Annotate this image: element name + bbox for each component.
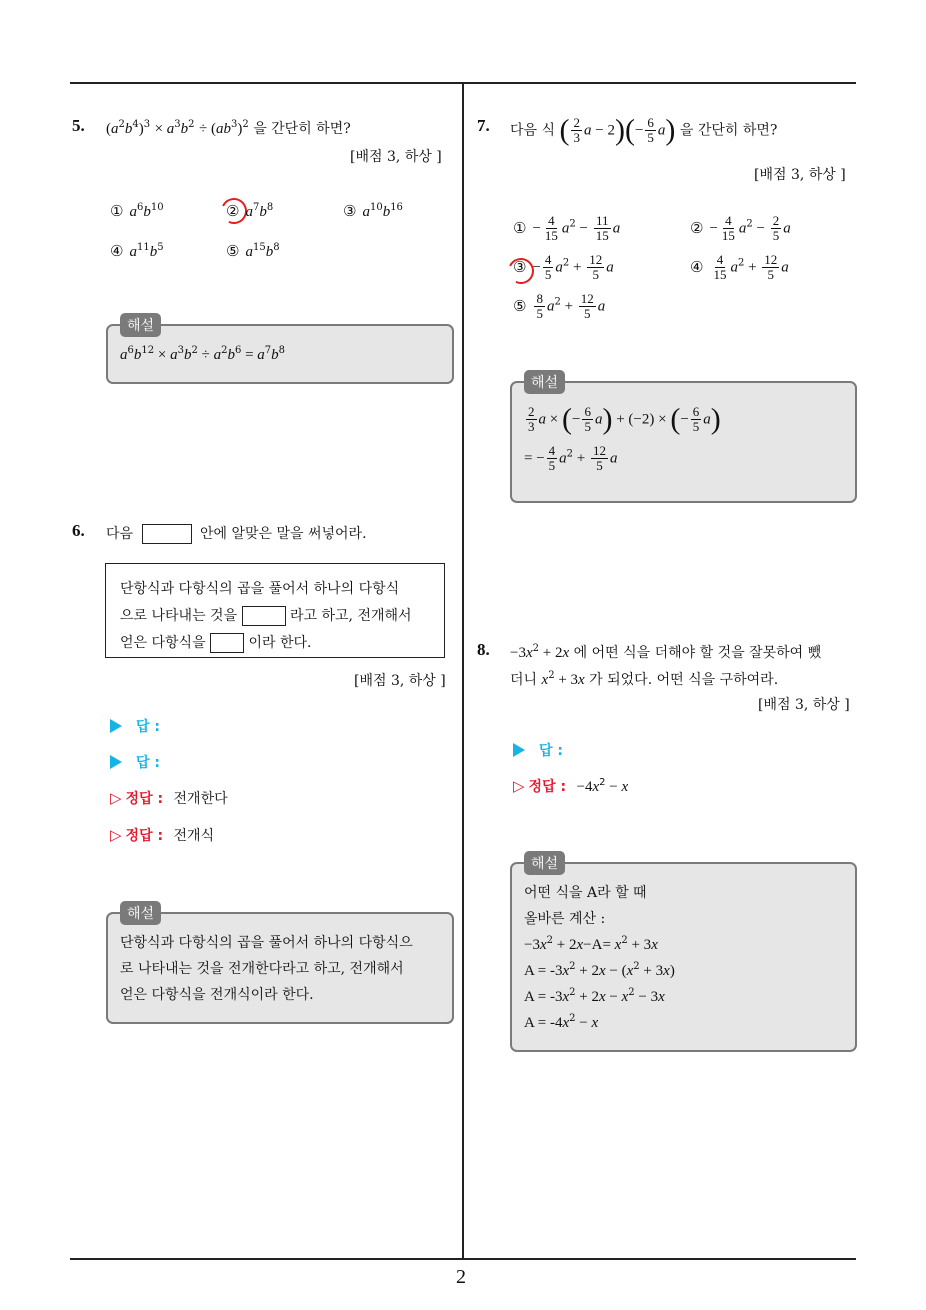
q8-explanation-line3: $-3x^2 + 2x-A= x^2 + 3x$ [524, 935, 658, 953]
q5-option-5[interactable]: ⑤ $a^{15}b^8$ [226, 242, 280, 260]
q6-explanation-tag: 해설 [120, 901, 161, 925]
q7-option-3[interactable]: ③ − $\frac{4}{5}$ $a^2$ + $\frac{12}{5}$ a [513, 252, 614, 282]
q6-answer-1[interactable]: 답 : [110, 716, 160, 736]
q8-answer[interactable]: 답 : [513, 740, 563, 760]
q7-explanation-body [524, 402, 721, 473]
q7-option-4[interactable]: ④ $\frac{4}{15}$ $a^2$ + $\frac{12}{5}$ a [690, 252, 789, 282]
q6-number: 6. [72, 521, 85, 540]
page-number: 2 [456, 1266, 466, 1288]
column-divider [462, 82, 464, 1258]
answer-arrow-icon [110, 719, 122, 733]
q8-explanation-body [524, 880, 675, 1036]
q8-explanation-line1: 어떤 식을 A라 할 때 [524, 885, 647, 901]
q5-stem-text: 을 간단히 하면? [253, 121, 351, 137]
q7-explanation [510, 375, 857, 503]
q6-explanation-body: 단항식과 다항식의 곱을 풀어서 하나의 다항식으 로 나타내는 것을 전개한다라고 하고, 전개해서 얻은 다항식을 전개식이라 한다. [120, 935, 413, 1003]
q6-blank-2[interactable] [210, 633, 244, 653]
q8-explanation-line4: $A = -3x^2 + 2x - (x^2 + 3x)$ [524, 961, 675, 979]
q7-option-1[interactable]: ① − $\frac{4}{15}$ $a^2$ − $\frac{11}{15}$ a [513, 213, 621, 243]
q5-stem: $(a^2b^4)^3 \times a^3b^2 \div (ab^3)^2$ 을 간단히 하면? [106, 119, 351, 137]
q8-meta: [배점 3, 하상 ] [758, 697, 850, 713]
answer-arrow-icon [513, 743, 525, 757]
q7-stem: 다음 식 ( $\frac{2}{3}$ a − 2)(− $\frac{6}{5}$ a) 을 간단히 하면? [510, 113, 778, 147]
q6-correct-1: ▷ 정답 : 전개한다 [110, 789, 228, 807]
q7-meta: [배점 3, 하상 ] [754, 167, 846, 183]
q8-correct: ▷ 정답 : $-4x^2 - x$ [513, 777, 629, 795]
q8-stem-line1: $-3x^2 + 2x$ 에 어떤 식을 더해야 할 것을 잘못하여 뺐 [510, 643, 822, 661]
q6-stem-blank [142, 524, 192, 544]
q5-explanation-body: $a^6b^{12} \times a^3b^2 \div a^2b^6 = a^7b^8$ [120, 345, 286, 363]
correct-arrow-icon: ▷ [110, 826, 122, 844]
q7-option-5[interactable]: ⑤ $\frac{8}{5}$ $a^2$ + $\frac{12}{5}$ a [513, 291, 606, 321]
q8-correct-value: $-4x^2 - x$ [576, 777, 629, 795]
q8-stem-line2: 더니 $x^2 + 3x$ 가 되었다. 어떤 식을 구하여라. [510, 670, 779, 688]
q7-explanation-line1: $\frac{2}{3}$ a × (− $\frac{6}{5}$ a) + (−2) × (− $\frac{6}{5}$ a) [528, 402, 721, 436]
q8-number: 8. [477, 640, 490, 659]
q8-explanation-line5: $A = -3x^2 + 2x - x^2 - 3x$ [524, 987, 665, 1005]
q5-option-4[interactable]: ④ $a^{11}b^5$ [110, 242, 164, 260]
q5-option-2[interactable]: ② $a^7b^8$ [226, 202, 274, 220]
q6-box-line3: 얻은 다항식을 이라 한다. [120, 635, 312, 651]
q8-explanation-line2: 올바른 계산 : [524, 911, 606, 927]
q6-explanation [106, 906, 454, 1024]
q7-explanation-line2: = − $\frac{4}{5}$ $a^2$ + $\frac{12}{5}$ a [524, 443, 618, 473]
q7-option-2[interactable]: ② − $\frac{4}{15}$ $a^2$ − $\frac{2}{5}$ a [690, 213, 791, 243]
correct-arrow-icon: ▷ [513, 777, 525, 795]
q5-number: 5. [72, 116, 85, 135]
q5-explanation-tag: 해설 [120, 313, 161, 337]
q8-explanation-tag: 해설 [524, 851, 565, 875]
q5-explanation [106, 318, 454, 384]
q7-explanation-tag: 해설 [524, 370, 565, 394]
q6-correct-2: ▷ 정답 : 전개식 [110, 826, 215, 844]
q6-correct-2-value: 전개식 [173, 828, 215, 844]
q6-blank-1[interactable] [242, 606, 286, 626]
q6-box-line2: 으로 나타내는 것을 라고 하고, 전개해서 [120, 608, 412, 624]
q5-option-1[interactable]: ① $a^6b^{10}$ [110, 202, 164, 220]
q6-stem: 다음 안에 알맞은 말을 써넣어라. [106, 526, 367, 542]
q6-correct-1-value: 전개한다 [173, 791, 228, 807]
q6-answer-2[interactable]: 답 : [110, 752, 160, 772]
correct-arrow-icon: ▷ [110, 789, 122, 807]
q6-box-line1: 단항식과 다항식의 곱을 풀어서 하나의 다항식 [120, 581, 400, 597]
answer-arrow-icon [110, 755, 122, 769]
q5-meta: [배점 3, 하상 ] [350, 149, 442, 165]
q5-option-3[interactable]: ③ $a^{10}b^{16}$ [343, 202, 403, 220]
q6-statement-box [105, 563, 445, 658]
q7-number: 7. [477, 116, 490, 135]
bottom-rule [70, 1258, 856, 1260]
q6-meta: [배점 3, 하상 ] [354, 673, 446, 689]
q8-explanation [510, 856, 857, 1052]
q8-explanation-line6: $A = -4x^2 - x$ [524, 1013, 599, 1031]
